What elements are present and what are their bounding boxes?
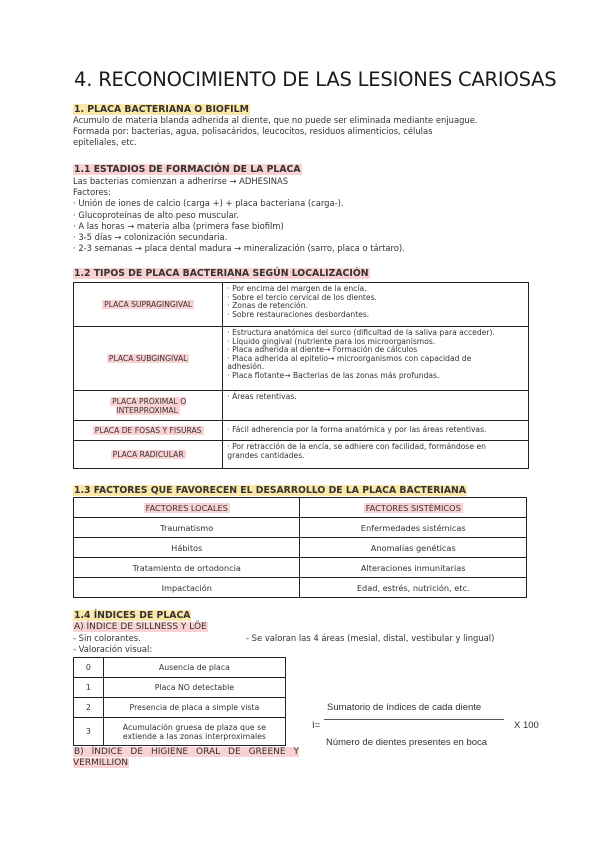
table-row: [74, 441, 529, 469]
note-sin-colorantes: - Sin colorantes.: [73, 633, 141, 643]
text-line: Formada por: bacterias, agua, polisacáridos, leucocitos, residuos alimenticios, células: [73, 126, 433, 137]
table-cell: Edad, estrés, nutrición, etc.: [300, 578, 527, 598]
table-row: [74, 698, 286, 718]
text-line: Las bacterias comienzan a adherirse → ADHESINAS: [73, 176, 289, 186]
table-row: [74, 678, 286, 698]
section-1-4-heading: 1.4 ÍNDICES DE PLACA: [74, 610, 191, 621]
table-row: [74, 538, 527, 558]
text-line: epiteliales, etc.: [73, 137, 137, 148]
table-row: [74, 658, 286, 678]
table-cell: 3: [74, 718, 104, 746]
formula-factor: X 100: [514, 720, 539, 731]
text-line: Factores:: [73, 187, 111, 198]
table-cell: Hábitos: [74, 538, 300, 558]
table-label-cell: PLACA SUPRAGINGIVAL: [74, 283, 223, 327]
table-cell: 0: [74, 658, 104, 678]
table-header-cell: FACTORES LOCALES: [74, 498, 300, 518]
table-row: [74, 391, 529, 421]
section-1-3-heading: 1.3 FACTORES QUE FAVORECEN EL DESARROLLO DE LA PLACA BACTERIANA: [74, 485, 466, 496]
table-cell: Enfermedades sistémicas: [300, 518, 527, 538]
section-1-body: [73, 115, 528, 149]
text-line: Acumulo de materia blanda adherida al diente, que no puede ser eliminada mediante enjuague.: [73, 115, 478, 125]
section-1-1-heading: 1.1 ESTADIOS DE FORMACIÓN DE LA PLACA: [74, 164, 301, 175]
formula-numerator: Sumatorio de índices de cada diente: [327, 702, 482, 713]
table-row: [74, 327, 529, 391]
table-row: [74, 283, 529, 327]
formula-denominator: Número de dientes presentes en boca: [326, 737, 488, 748]
table-row: [74, 578, 527, 598]
fraction-bar: [324, 719, 504, 720]
table-cell: Placa NO detectable: [103, 678, 285, 698]
note-valoracion: - Valoración visual:: [73, 644, 153, 654]
table-row: [74, 718, 286, 746]
table-cell: Tratamiento de ortodoncia: [74, 558, 300, 578]
text-line: · Unión de iones de calcio (carga +) + placa bacteriana (carga-).: [73, 198, 344, 209]
note-areas: - Se valoran las 4 áreas (mesial, distal, vestibular y lingual): [246, 633, 495, 643]
section-1-2-heading: 1.2 TIPOS DE PLACA BACTERIANA SEGÚN LOCALIZACIÓN: [74, 268, 369, 279]
table-cell: Alteraciones inmunitarias: [300, 558, 527, 578]
table-row: [74, 518, 527, 538]
table-text-cell: · Estructura anatómica del surco (dificultad de la saliva para acceder). · Líquido gingival (nutriente para los microorganismos. · Placa adherida al diente→ Formación de cálculos · Placa adherida al epitelio→ microorganismos con capacidad de adhesión. · Placa flotante→ Bacterias de las zonas más profundas.: [223, 327, 529, 391]
formula-lhs: I=: [312, 720, 321, 731]
subheading-b: B) ÍNDICE DE HIGIENE ORAL DE GREENE Y VERMILLION: [73, 747, 299, 769]
section-1-heading: 1. PLACA BACTERIANA O BIOFILM: [74, 104, 249, 115]
table-label-cell: PLACA DE FOSAS Y FISURAS: [74, 421, 223, 441]
table-text-cell: · Áreas retentivas.: [223, 391, 529, 421]
table-row: [74, 421, 529, 441]
sillness-loe-table: [73, 657, 286, 746]
table-text-cell: · Por encima del margen de la encía. · Sobre el tercio cervical de los dientes. · Zonas de retención. · Sobre restauraciones desbordantes.: [223, 283, 529, 327]
text-line: · 3-5 días → colonización secundaria.: [73, 232, 228, 243]
table-cell: 1: [74, 678, 104, 698]
text-line: · 2-3 semanas → placa dental madura → mineralización (sarro, placa o tártaro).: [73, 243, 405, 254]
subheading-a: A) ÍNDICE DE SILLNESS Y LÖE: [74, 622, 207, 632]
table-row: [74, 558, 527, 578]
table-header-cell: FACTORES SISTÉMICOS: [300, 498, 527, 518]
table-cell: Anomalías genéticas: [300, 538, 527, 558]
table-cell: Acumulación gruesa de plaza que se extiende a las zonas interproximales: [103, 718, 285, 746]
table-cell: 2: [74, 698, 104, 718]
text-line: · A las horas → materia alba (primera fase biofilm): [73, 220, 284, 231]
table-header-row: [74, 498, 527, 518]
table-text-cell: · Fácil adherencia por la forma anatómica y por las áreas retentivas.: [223, 421, 529, 441]
placa-types-table: [73, 282, 529, 469]
table-cell: Ausencia de placa: [103, 658, 285, 678]
table-cell: Impactación: [74, 578, 300, 598]
table-label-cell: PLACA PROXIMAL O INTERPROXIMAL: [74, 391, 223, 421]
factores-table: [73, 497, 527, 598]
section-1-1-body: [73, 176, 528, 254]
table-label-cell: PLACA SUBGINGIVAL: [74, 327, 223, 391]
table-text-cell: · Por retracción de la encía, se adhiere con facilidad, formándose en grandes cantidades.: [223, 441, 529, 469]
text-line: · Glucoproteínas de alto peso muscular.: [73, 209, 239, 220]
table-label-cell: PLACA RADICULAR: [74, 441, 223, 469]
table-cell: Traumatismo: [74, 518, 300, 538]
table-cell: Presencia de placa a simple vista: [103, 698, 285, 718]
page-title: 4. RECONOCIMIENTO DE LAS LESIONES CARIOSAS: [74, 68, 557, 91]
